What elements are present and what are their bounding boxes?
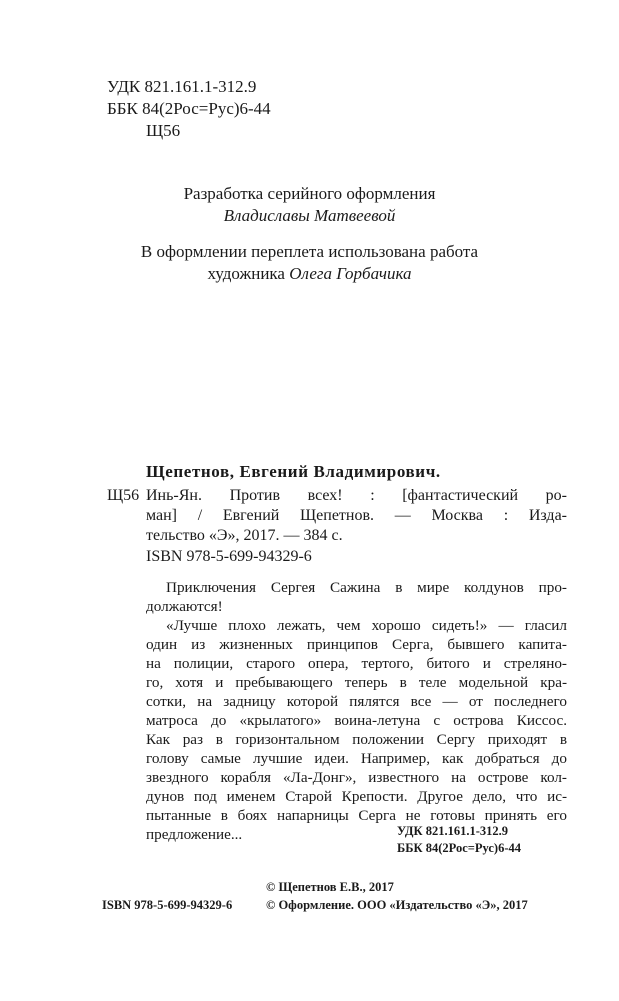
- cover-artist-name: Олега Горбачика: [289, 264, 412, 283]
- annotation-line: го, хотя и пребывающего теперь в теле модельной кра-: [146, 674, 567, 691]
- author-sign: Щ56: [146, 121, 181, 140]
- record-sign: Щ56: [107, 487, 140, 504]
- bbk-code: ББК 84(2Рос=Рус)6-44: [107, 99, 271, 118]
- annotation-line: пытанные в боях напарницы Серга не готовы принять его: [146, 807, 567, 824]
- record-title-line: Инь-Ян. Против всех! : [фантастический ро-: [146, 487, 567, 504]
- copyright-isbn: ISBN 978-5-699-94329-6: [102, 898, 233, 912]
- annotation-line: «Лучше плохо лежать, чем хорошо сидеть!» — гласил: [166, 617, 567, 634]
- cover-artist-prefix: художника: [207, 264, 290, 283]
- annotation-line: Приключения Сергея Сажина в мире колдунов про-: [166, 579, 567, 596]
- copyright-author: © Щепетнов Е.В., 2017: [266, 880, 394, 894]
- footer-codes: [397, 823, 567, 857]
- footer-bbk: ББК 84(2Рос=Рус)6-44: [397, 841, 521, 855]
- udk-code: УДК 821.161.1-312.9: [107, 77, 257, 96]
- author-heading: Щепетнов, Евгений Владимирович.: [146, 462, 441, 481]
- annotation: [146, 578, 567, 844]
- annotation-line: дунов под именем Старой Крепости. Другое дело, что ис-: [146, 788, 567, 805]
- footer-udk: УДК 821.161.1-312.9: [397, 824, 508, 838]
- record-title-line: тельство «Э», 2017. — 384 с.: [146, 527, 343, 544]
- cover-credit: [0, 241, 619, 285]
- annotation-line: Как раз в горизонтальном положении Сергу приходят в: [146, 731, 567, 748]
- annotation-line: один из жизненных принципов Серга, бывшего капита-: [146, 636, 567, 653]
- annotation-line: на полиции, старого опера, тертого, битого и стреляно-: [146, 655, 567, 672]
- cover-artist-line: [0, 263, 619, 285]
- record-isbn: ISBN 978-5-699-94329-6: [146, 548, 312, 565]
- annotation-line: голову самые лучшие идеи. Например, как добраться до: [146, 750, 567, 767]
- annotation-line: звездного корабля «Ла-Донг», известного на острове кол-: [146, 769, 567, 786]
- annotation-line: матроса до «крылатого» воина-летуна с острова Киссос.: [146, 712, 567, 729]
- annotation-line: сотки, на задницу которой пялятся все — от последнего: [146, 693, 567, 710]
- series-design-line: Разработка серийного оформления: [183, 184, 436, 203]
- record-title: [146, 486, 567, 546]
- record-title-line: ман] / Евгений Щепетнов. — Москва : Изда-: [146, 507, 567, 524]
- copyright-design: © Оформление. ООО «Издательство «Э», 2017: [266, 898, 528, 912]
- series-designer-name: Владиславы Матвеевой: [223, 206, 396, 225]
- series-design-credit: [0, 183, 619, 227]
- annotation-line: предложение...: [146, 826, 243, 843]
- annotation-line: должаются!: [146, 598, 223, 615]
- cover-line: В оформлении переплета использована работа: [140, 242, 479, 261]
